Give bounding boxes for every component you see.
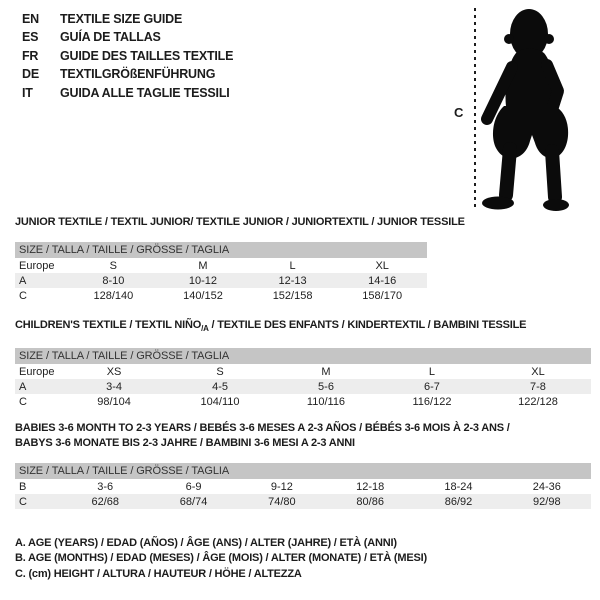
table-row-height: [15, 288, 427, 303]
value-cell: 3-6: [97, 480, 114, 493]
language-code: DE: [22, 67, 39, 82]
value-cell: 98/104: [97, 395, 131, 408]
language-title: GUIDE DES TAILLES TEXTILE: [60, 48, 234, 63]
junior-textile-section: [15, 215, 465, 303]
babies-table-title-line2: BABYS 3-6 MONATE BIS 2-3 JAHRE / BAMBINI 3-6 MESI A 2-3 ANNI: [15, 437, 355, 449]
row-label: C: [19, 289, 27, 302]
value-cell: 110/116: [306, 395, 346, 408]
language-list: [22, 10, 233, 102]
height-measure-dotted-line: [474, 8, 476, 207]
value-cell: 80/86: [326, 494, 414, 509]
value-cell: 8-10: [69, 273, 159, 288]
value-cell: 14-16: [337, 273, 427, 288]
value-cell: 6-9: [185, 480, 202, 493]
babies-size-table: [15, 463, 591, 509]
value-cell: 122/128: [518, 395, 558, 408]
size-header-label: SIZE / TALLA / TAILLE / GRÖSSE / TAGLIA: [15, 242, 427, 258]
size-header-bar: [15, 348, 591, 364]
row-label: B: [19, 480, 27, 493]
table-row-age: [15, 273, 427, 288]
value-cell: 3-4: [61, 379, 167, 394]
value-cell: 128/140: [93, 289, 134, 302]
language-title: GUÍA DE TALLAS: [60, 30, 161, 45]
language-row-en: [22, 10, 233, 28]
row-label: A: [15, 273, 69, 288]
footnote-a: A. AGE (YEARS) / EDAD (AÑOS) / ÂGE (ANS) / ALTER (JAHRE) / ETÀ (ANNI): [15, 537, 397, 549]
children-textile-section: [15, 318, 591, 409]
value-cell: 12-18: [356, 480, 385, 493]
value-cell: 5-6: [273, 379, 379, 394]
table-row-months: [15, 479, 591, 494]
value-cell: L: [289, 259, 296, 272]
value-cell: 18-24: [444, 480, 473, 493]
value-cell: 10-12: [158, 273, 248, 288]
table-row-height: [15, 394, 591, 409]
language-code: ES: [22, 30, 39, 45]
language-title: TEXTILE SIZE GUIDE: [60, 12, 183, 26]
value-cell: 140/152: [183, 289, 223, 302]
junior-table-title: JUNIOR TEXTILE / TEXTIL JUNIOR/ TEXTILE JUNIOR / JUNIORTEXTIL / JUNIOR TESSILE: [15, 216, 465, 228]
size-header-label: SIZE / TALLA / TAILLE / GRÖSSE / TAGLIA: [15, 348, 591, 364]
table-row-height: [15, 494, 591, 509]
value-cell: XL: [531, 365, 545, 378]
size-header-bar: [15, 463, 591, 479]
value-cell: 116/122: [412, 395, 452, 408]
row-label: C: [15, 494, 61, 509]
height-measure-label: C: [454, 105, 464, 120]
value-cell: 74/80: [238, 494, 326, 509]
row-label: A: [15, 379, 61, 394]
value-cell: 62/68: [61, 494, 149, 509]
value-cell: 92/98: [503, 494, 591, 509]
value-cell: M: [321, 365, 331, 378]
language-code: EN: [22, 12, 39, 26]
value-cell: 24-36: [532, 480, 561, 493]
language-title: GUIDA ALLE TAGLIE TESSILI: [60, 85, 230, 100]
value-cell: S: [109, 259, 118, 272]
row-label: Europe: [19, 365, 55, 378]
size-header-bar: [15, 242, 427, 258]
value-cell: 4-5: [167, 379, 273, 394]
value-cell: 158/170: [362, 289, 403, 302]
value-cell: XL: [375, 259, 389, 272]
value-cell: 68/74: [149, 494, 237, 509]
children-size-table: [15, 348, 591, 409]
value-cell: M: [198, 259, 208, 272]
language-code: IT: [22, 85, 33, 100]
language-row-de: [22, 65, 233, 83]
language-title: TEXTILGRÖßENFÜHRUNG: [60, 67, 216, 82]
value-cell: 152/158: [272, 289, 313, 302]
footnote-c: C. (cm) HEIGHT / ALTURA / HAUTEUR / HÖHE / ALTEZZA: [15, 567, 302, 580]
value-cell: XS: [106, 365, 122, 378]
value-cell: 7-8: [485, 379, 591, 394]
title-text: CHILDREN'S TEXTILE / TEXTIL NIÑO: [15, 319, 202, 331]
value-cell: 104/110: [200, 395, 240, 408]
size-header-label: SIZE / TALLA / TAILLE / GRÖSSE / TAGLIA: [15, 463, 591, 479]
title-text: / TEXTILE DES ENFANTS / KINDERTEXTIL / BAMBINI TESSILE: [208, 319, 527, 331]
language-code: FR: [22, 48, 39, 63]
value-cell: 9-12: [270, 480, 293, 493]
value-cell: 6-7: [379, 379, 485, 394]
footnote-b: B. AGE (MONTHS) / EDAD (MESES) / ÂGE (MOIS) / ALTER (MONATE) / ETÀ (MESI): [15, 552, 427, 565]
legend-footnotes: [15, 536, 427, 582]
row-label: Europe: [19, 259, 55, 272]
baby-silhouette-icon: [478, 3, 600, 215]
babies-table-title-line1: BABIES 3-6 MONTH TO 2-3 YEARS / BEBÉS 3-6 MESES A 2-3 AÑOS / BÉBÉS 3-6 MOIS À 2-3 ANS /: [15, 422, 510, 434]
value-cell: S: [216, 365, 224, 378]
language-row-es: [22, 28, 233, 46]
table-row-europe: [15, 258, 427, 273]
language-row-it: [22, 84, 233, 102]
row-label: C: [19, 395, 27, 408]
value-cell: 86/92: [414, 494, 502, 509]
junior-size-table: [15, 242, 427, 303]
value-cell: L: [428, 365, 436, 378]
title-subscript: /A: [201, 324, 209, 334]
table-row-age: [15, 379, 591, 394]
children-table-title: [15, 318, 591, 336]
value-cell: 12-13: [248, 273, 338, 288]
language-row-fr: [22, 47, 233, 65]
babies-textile-section: [15, 421, 591, 509]
table-row-europe: [15, 364, 591, 379]
